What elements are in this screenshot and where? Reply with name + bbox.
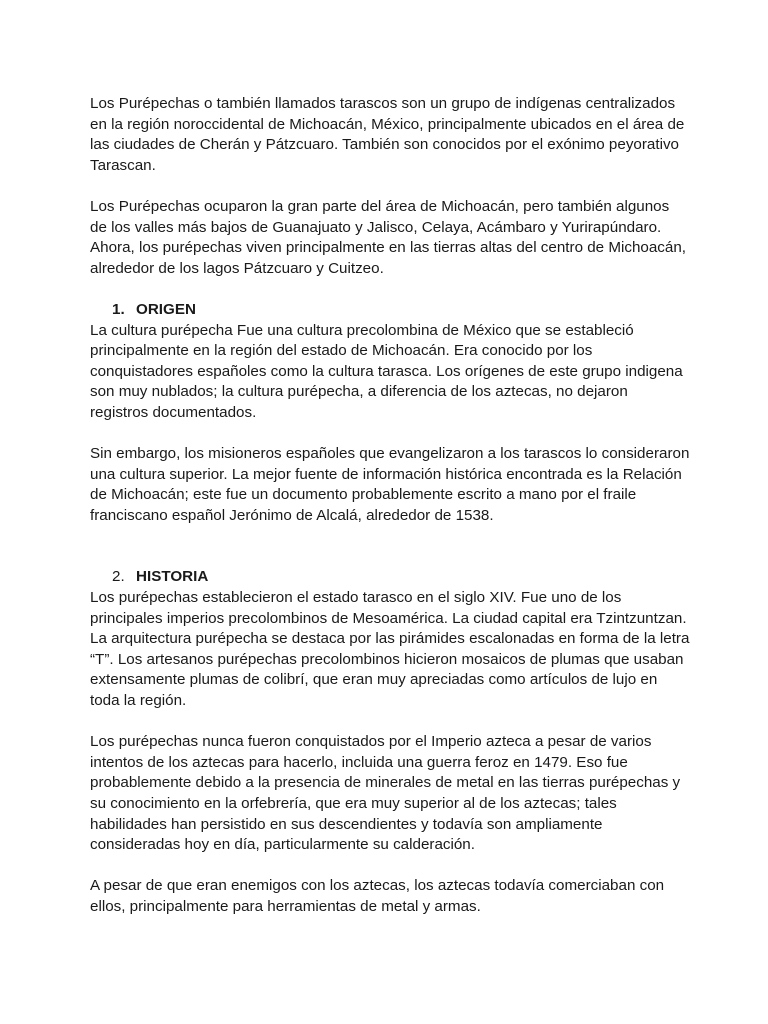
paragraph-spacer: [90, 856, 690, 877]
intro-paragraph-2: Los Purépechas ocuparon la gran parte del área de Michoacán, pero también algunos de los valles más bajos de Guanajuato y Jalisco, Celaya, Acámbaro y Yurirapúndaro. Ahora, los purépechas viven principalmente en las tierras altas del centro de Michoacán, alrededor de los lagos Pátzcuaro y Cuitzeo.: [90, 197, 687, 277]
document-page: [90, 94, 690, 918]
origen-paragraph-2: Sin embargo, los misioneros españoles que evangelizaron a los tarascos lo consideraron una cultura superior. La mejor fuente de información histórica encontrada es la Relación de Michoacán; este fue un documento probablemente escrito a mano por el fraile franciscano español Jerónimo de Alcalá, alrededor de 1538.: [90, 445, 690, 524]
section-spacer: [90, 526, 690, 567]
historia-paragraph-2: Los purépechas nunca fueron conquistados por el Imperio azteca a pesar de varios intentos de los aztecas para hacerlo, incluida una guerra feroz en 1479. Eso fue probablemente debido a la presencia de minerales de metal en las tierras purépechas y su conocimiento en la orfebrería, que era muy superior al de los aztecas; tales habilidades han persistido en sus descendientes y todavía son ampliamente consideradas hoy en día, particularmente su calderación.: [90, 733, 681, 854]
paragraph-spacer: [90, 279, 690, 300]
historia-paragraph-1: Los purépechas establecieron el estado tarasco en el siglo XIV. Fue uno de los principales imperios precolombinos de Mesoamérica. La ciudad capital era Tzintzuntzan. La arquitectura purépecha se destaca por las pirámides escalonadas en forma de la letra “T”. Los artesanos purépechas precolombinos hicieron mosaicos de plumas que usaban extensamente plumas de colibrí, que eran muy apreciadas como artículos de lujo en toda la región.: [90, 589, 690, 710]
section-number: 2.: [112, 568, 125, 586]
section-heading-historia: [90, 567, 690, 588]
section-title: HISTORIA: [136, 568, 209, 586]
origen-paragraph-1: La cultura purépecha Fue una cultura precolombina de México que se estableció principalmente en la región del estado de Michoacán. Era conocido por los conquistadores españoles como la cultura tarasca. Los orígenes de este grupo indigena son muy nublados; la cultura purépecha, a diferencia de los aztecas, no dejaron registros documentados.: [90, 321, 683, 421]
section-heading-origen: [90, 300, 690, 321]
paragraph-spacer: [90, 424, 690, 445]
paragraph-spacer: [90, 176, 690, 197]
paragraph-spacer: [90, 712, 690, 733]
section-title: ORIGEN: [136, 300, 196, 318]
section-number: 1.: [112, 300, 125, 318]
historia-paragraph-3: A pesar de que eran enemigos con los aztecas, los aztecas todavía comerciaban con ellos, principalmente para herramientas de metal y armas.: [90, 877, 665, 915]
intro-paragraph-1: Los Purépechas o también llamados tarascos son un grupo de indígenas centralizados en la región noroccidental de Michoacán, México, principalmente ubicados en el área de las ciudades de Cherán y Pátzcuaro. También son conocidos por el exónimo peyorativo Tarascan.: [90, 95, 685, 174]
